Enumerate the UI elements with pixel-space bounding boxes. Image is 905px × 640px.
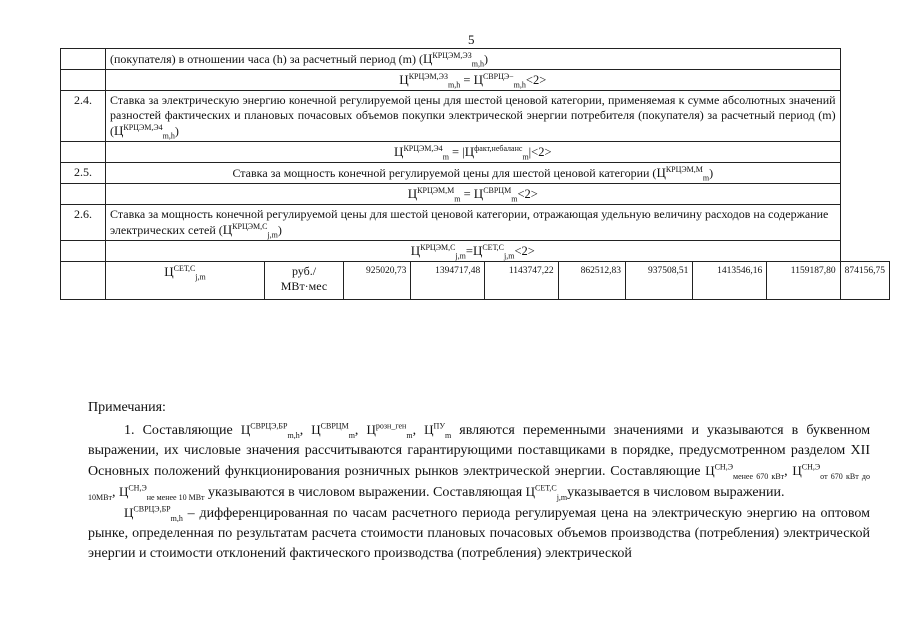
- row-number: 2.4.: [61, 91, 106, 142]
- formula: $Ц^{КРЦЭМ,М}_m = Ц^{СВРЦМ}_m<2>$: [106, 184, 841, 205]
- value-cell: 1143747,22: [485, 262, 558, 300]
- value-cell: 862512,83: [558, 262, 625, 300]
- tariff-table: [60, 48, 890, 300]
- table-row: 2.4. Ставка за электрическую энергию конечной регулируемой цены для шестой ценовой категории, применяемая к сумме абсолютных значений разностей фактических и плановых почасовых объемов покупки электрической энергии потребителя (покупателя) за расчетный период (m) $(Ц^{КРЦЭМ,Э4}_{m,h})$: [61, 91, 890, 142]
- notes-title: Примечания:: [88, 400, 166, 415]
- table-row: (покупателя) в отношении часа (h) за расчетный период (m) $(Ц^{КРЦЭМ,ЭЗ}_{m,h})$: [61, 49, 890, 70]
- table-row: 2.6. Ставка за мощность конечной регулируемой цены для шестой ценовой категории, отражающая удельную величину расходов на содержание электрических сетей $(Ц^{КРЦЭМ,С}_{j,m})$: [61, 205, 890, 241]
- tariff-symbol: Ц: [423, 51, 433, 66]
- formula: $Ц^{КРЦЭМ,Э4}_m = |Ц^{факт,небаланс}_m|<2>$: [106, 142, 841, 163]
- row-text: Ставка за электрическую энергию конечной регулируемой цены для шестой ценовой категории, применяемая к сумме абсолютных значений разностей фактических и плановых почасовых объемов покупки электрической энергии потребителя (покупателя) за расчетный период (m) (: [110, 93, 836, 138]
- value-cell: 874156,75: [840, 262, 889, 300]
- value-cell: 1394717,48: [411, 262, 485, 300]
- table-row: [61, 262, 890, 300]
- row-text: (покупателя) в отношении часа (h) за расчетный период (m) (: [110, 52, 423, 66]
- row-text: Ставка за мощность конечной регулируемой цены для шестой ценовой категории, отражающая удельную величину расходов на содержание электрических сетей (: [110, 207, 829, 237]
- note-paragraph-2: $Ц^{СВРЦЭ,БР}_{m,h}$ – дифференцированная по часам расчетного периода регулируемая цена на электрическую энергию на оптовом рынке, определенная по результатам расчета стоимости плановых почасовых объемов производства (потребления) электрической энергии и стоимости отклонений фактического производства (потребления) электрической: [88, 504, 870, 561]
- table-row: [61, 142, 890, 163]
- note-paragraph-1: 1. Составляющие $Ц^{СВРЦЭ,БР}_{m,h}$, $Ц^{СВРЦМ}_m$, $Ц^{розн\_ген}_m$, $Ц^{ПУ}_m$ являются переменными значениями и указываются в буквенном выражении, их числовые значения рассчитываются гарантирующими поставщиками в порядке, предусмотренном разделом XII Основных положений функционирования розничных рынков электрической энергии. Составляющие $Ц^{СН,Э}_{менее 670 кВт}$, $Ц^{СН,Э}_{от 670 кВт до 10МВт}$, $Ц^{СН,Э}_{не менее 10 МВт}$ указываются в числовом выражении. Составляющая $Ц^{СЕТ,С}_{j,m}указывается$ в числовом выражении.: [88, 421, 871, 502]
- value-cell: 925020,73: [344, 262, 411, 300]
- row-number: 2.6.: [61, 205, 106, 241]
- row-number: 2.5.: [61, 163, 106, 184]
- notes-section: [88, 398, 870, 564]
- tariff-symbol-cell: $Ц^{СЕТ,С}_{j,m}$: [106, 262, 265, 300]
- row-text: Ставка за мощность конечной регулируемой цены для шестой ценовой категории (: [232, 166, 657, 180]
- formula: $Ц^{КРЦЭМ,ЭЗ}_{m,h} = Ц^{СВРЦЭ-}_{m,h}<2>$: [106, 70, 841, 91]
- table-row: 2.5. Ставка за мощность конечной регулируемой цены для шестой ценовой категории $(Ц^{КРЦЭМ,М}_m)$: [61, 163, 890, 184]
- formula: $Ц^{КРЦЭМ,С}_{j,m}=Ц^{СЕТ,С}_{j,m}<2>$: [106, 241, 841, 262]
- value-cell: 937508,51: [625, 262, 692, 300]
- table-row: [61, 70, 890, 91]
- value-cell: 1159187,80: [767, 262, 840, 300]
- page-number: 5: [468, 32, 475, 47]
- table-row: [61, 184, 890, 205]
- value-cell: 1413546,16: [693, 262, 767, 300]
- table-row: [61, 241, 890, 262]
- unit-cell: руб./ МВт·мес: [265, 262, 344, 300]
